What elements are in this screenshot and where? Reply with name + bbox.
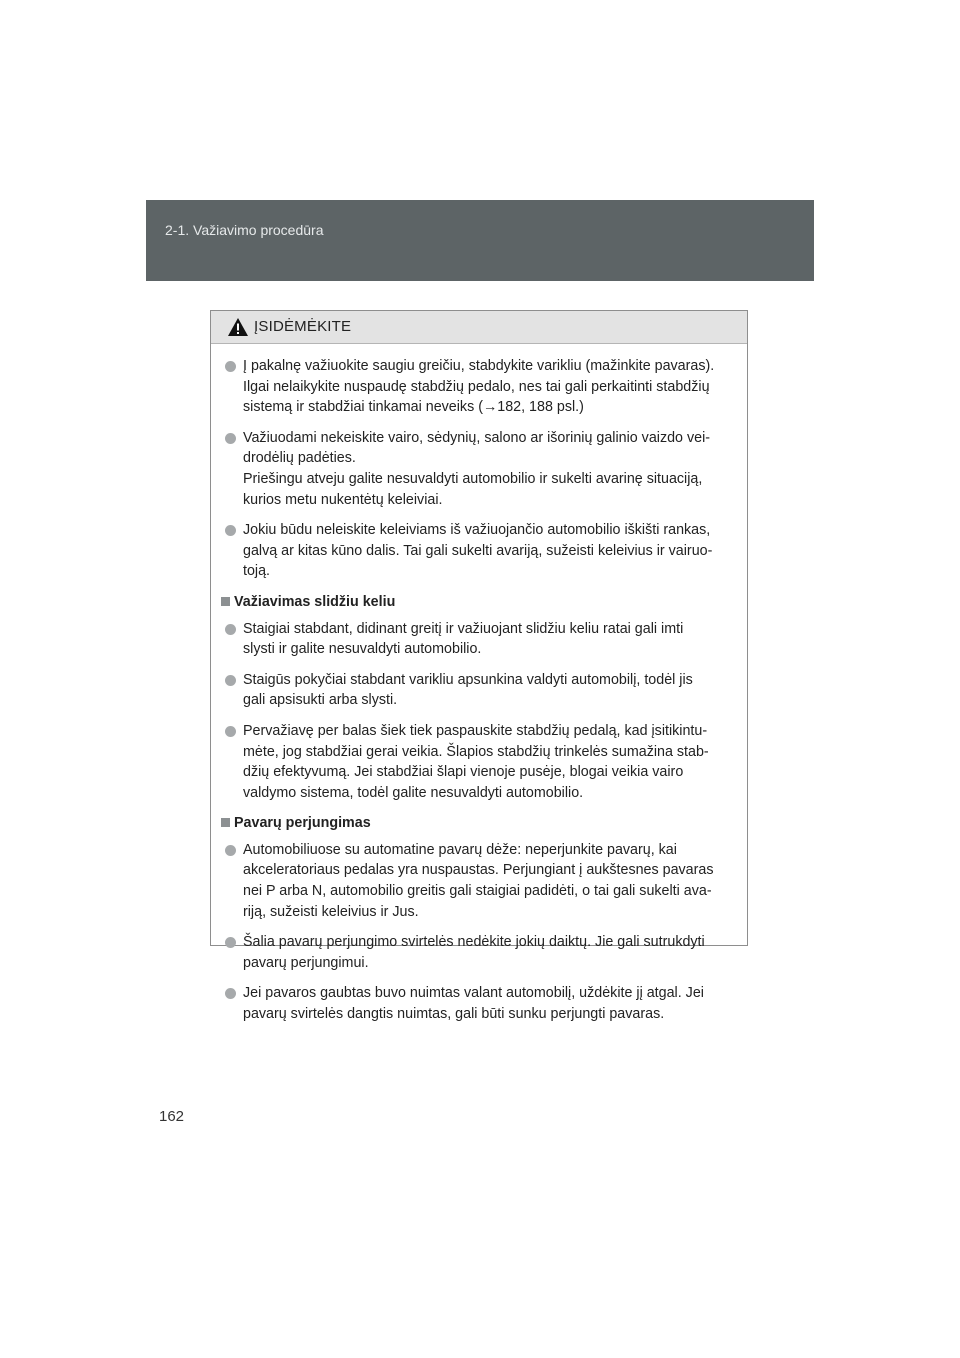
text-line: Jei pavaros gaubtas buvo nuimtas valant automobilį, uždėkite jį atgal. Jei: [243, 985, 704, 1002]
subsection-heading: [221, 813, 740, 834]
section-title: 2-1. Važiavimo procedūra: [165, 222, 324, 238]
bullet-dot-icon: [225, 675, 236, 686]
text-line: Priešingu atveju galite nesuvaldyti automobilio ir sukelti avarinę situaciją,: [243, 470, 703, 487]
page-number: 162: [159, 1108, 185, 1125]
caution-bullet: [221, 983, 740, 1024]
caution-bullet: [221, 619, 740, 660]
bullet-dot-icon: [225, 433, 236, 444]
bullet-dot-icon: [225, 525, 236, 536]
text-line: Į pakalnę važiuokite saugiu greičiu, stabdykite varikliu (mažinkite pavaras).: [243, 358, 715, 374]
caution-header: [211, 311, 747, 344]
subsection-heading-text: Pavarų perjungimas: [234, 815, 371, 832]
text-line: džių efektyvumą. Jei stabdžiai šlapi vienoje pusėje, blogai veikia vairo: [243, 764, 684, 781]
text-line: Šalia pavarų perjungimo svirtelės nedėkite jokių daiktų. Jie gali sutrukdyti: [243, 934, 705, 951]
caution-body: [211, 344, 747, 1025]
text-line: Staigiai stabdant, didinant greitį ir važiuojant slidžiu keliu ratai gali imti: [243, 620, 684, 637]
caution-bullet: [221, 670, 740, 711]
square-bullet-icon: [221, 818, 230, 827]
text-line: pavarų svirtelės dangtis nuimtas, gali būti sunku perjungti pavaras.: [243, 1006, 665, 1023]
subsection-heading-text: Važiavimas slidžiu keliu: [234, 593, 396, 610]
square-bullet-icon: [221, 597, 230, 606]
text-line: Jokiu būdu neleiskite keleiviams iš važiuojančio automobilio iškišti rankas,: [243, 522, 711, 539]
text-line: drodėlių padėties.: [243, 450, 356, 467]
caution-bullet: [221, 840, 740, 922]
caution-box: [210, 310, 748, 1023]
text-line: mėte, jog stabdžiai gerai veikia. Šlapios stabdžių trinkelės sumažina stab-: [243, 743, 709, 760]
bullet-dot-icon: [225, 988, 236, 999]
text-line: riją, sužeisti keleivius ir Jus.: [243, 903, 419, 920]
text-line: valdymo sistema, todėl galite nesuvaldyti automobilio.: [243, 784, 584, 801]
text-line: gali apsisukti arba slysti.: [243, 692, 398, 709]
text-line: Staigūs pokyčiai stabdant varikliu apsunkina valdyti automobilį, todėl jis: [243, 671, 693, 688]
caution-bullet: [221, 428, 740, 510]
bullet-dot-icon: [225, 845, 236, 856]
section-header-band: [146, 200, 814, 281]
bullet-dot-icon: [225, 624, 236, 635]
text-line: akceleratoriaus pedalas yra nuspaustas. Perjungiant į aukštesnes pavaras: [243, 862, 714, 879]
text-line: pavarų perjungimui.: [243, 954, 369, 971]
caution-bullet: [221, 721, 740, 803]
bullet-dot-icon: [225, 726, 236, 737]
text-line: Važiuodami nekeiskite vairo, sėdynių, salono ar išorinių galinio vaizdo vei-: [243, 429, 711, 446]
text-line: nei P arba N, automobilio greitis gali staigiai padidėti, o tai gali sukelti ava-: [243, 883, 712, 900]
caution-title: ĮSIDĖMĖKITE: [254, 318, 352, 335]
text-line: galvą ar kitas kūno dalis. Tai gali sukelti avariją, sužeisti keleivius ir vairuo-: [243, 542, 713, 559]
text-line: slysti ir galite nesuvaldyti automobilio.: [243, 641, 482, 658]
bullet-dot-icon: [225, 937, 236, 948]
subsection-heading: [221, 592, 740, 613]
caution-bullet: [221, 356, 740, 418]
caution-bullet: [221, 932, 740, 973]
text-line: Ilgai nelaikykite nuspaudę stabdžių pedalo, nes tai gali perkaitinti stabdžių: [243, 378, 710, 395]
text-line: toją.: [243, 563, 271, 580]
text-line: Automobiliuose su automatine pavarų dėže: neperjunkite pavarų, kai: [243, 841, 677, 858]
text-line: sistemą ir stabdžiai tinkamai neveiks (→182, 188 psl.): [243, 399, 584, 416]
caution-bullet: [221, 520, 740, 582]
warning-triangle-icon: [227, 317, 249, 337]
bullet-dot-icon: [225, 361, 236, 372]
text-line: Pervažiavę per balas šiek tiek paspauskite stabdžių pedalą, kad įsitikintu-: [243, 722, 708, 739]
text-line: kurios metu nukentėtų keleiviai.: [243, 491, 443, 508]
